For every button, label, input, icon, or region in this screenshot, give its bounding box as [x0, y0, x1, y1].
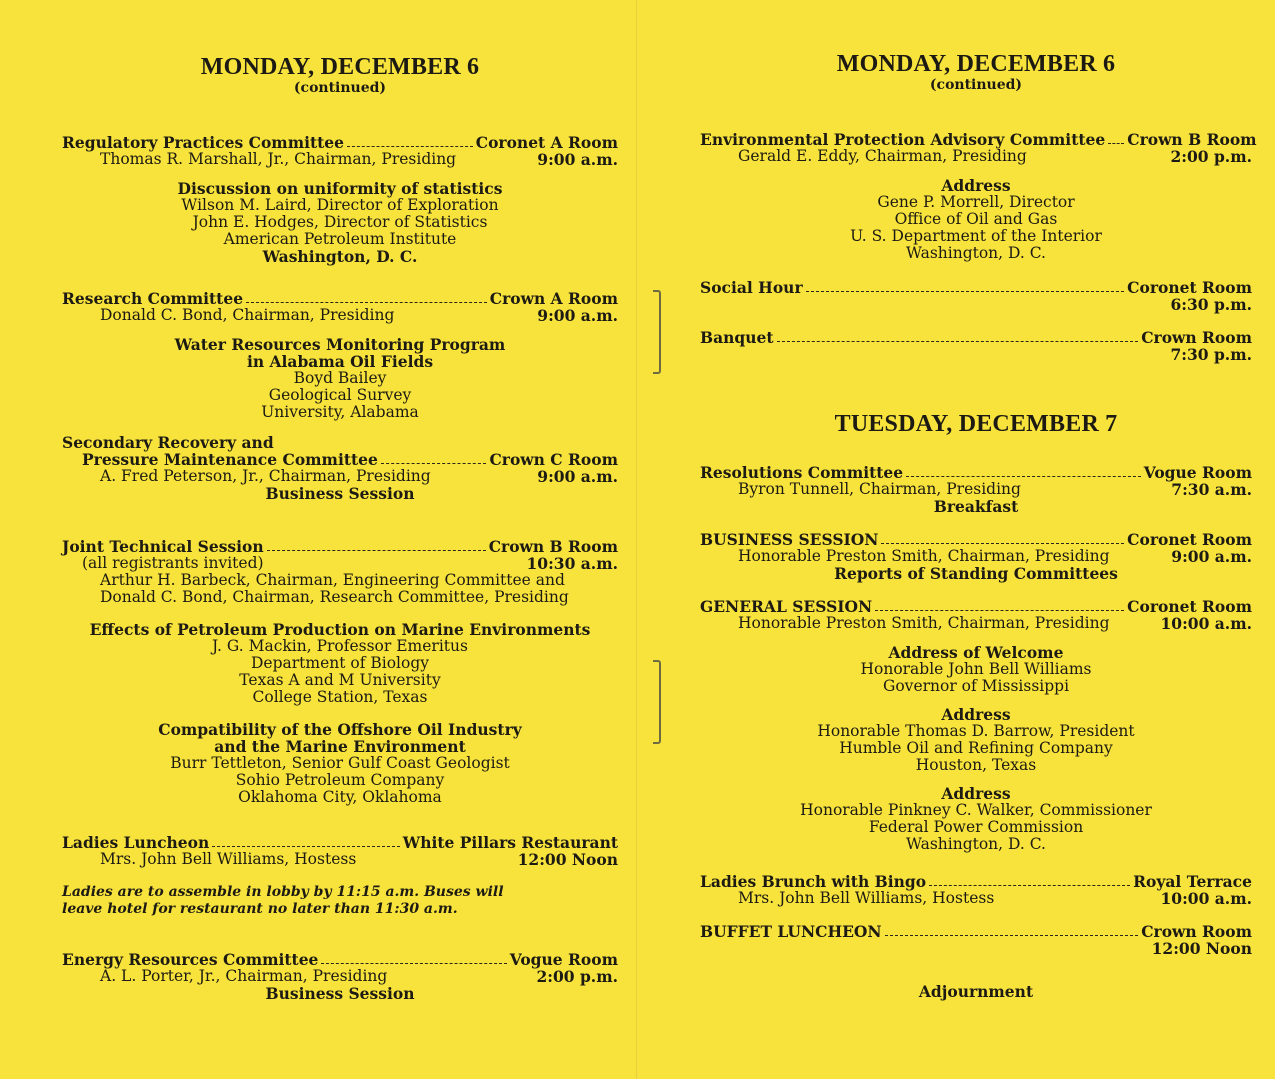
- session-time: 9:00 a.m.: [537, 306, 618, 325]
- energy-resources-block: [62, 951, 618, 1002]
- speaker-line: Governor of Mississippi: [882, 677, 1070, 695]
- session-room: Vogue Room: [1143, 463, 1252, 482]
- session-title: Banquet: [700, 328, 774, 347]
- session-time: 12:00 Noon: [517, 850, 618, 869]
- session-time: 7:30 a.m.: [1171, 480, 1252, 499]
- ladies-luncheon-block: [62, 834, 618, 918]
- page-title: MONDAY, DECEMBER 6: [836, 51, 1116, 77]
- talk-title: Water Resources Monitoring Program: [174, 335, 506, 354]
- session-room: Coronet Room: [1127, 597, 1252, 616]
- speaker-line: Washington, D. C.: [906, 244, 1046, 262]
- address-title: Address: [941, 784, 1011, 803]
- session-title: Social Hour: [700, 278, 803, 297]
- business-session-block: [700, 531, 1252, 582]
- speaker-line: Department of Biology: [250, 654, 430, 672]
- session-chair: Donald C. Bond, Chairman, Research Committee, Presiding: [100, 588, 569, 606]
- speaker-line: Boyd Bailey: [293, 369, 387, 387]
- session-note: Business Session: [265, 484, 415, 503]
- session-chair: Honorable Preston Smith, Chairman, Presiding: [738, 614, 1110, 632]
- session-title: Environmental Protection Advisory Committee: [700, 130, 1106, 149]
- session-time: 6:30 p.m.: [1170, 295, 1252, 314]
- session-chair: Donald C. Bond, Chairman, Presiding: [100, 306, 395, 324]
- session-chair: Gerald E. Eddy, Chairman, Presiding: [738, 147, 1027, 165]
- speaker-line: U. S. Department of the Interior: [850, 227, 1102, 245]
- session-subtitle: (all registrants invited): [82, 554, 264, 572]
- talk-title-line2: and the Marine Environment: [214, 737, 466, 756]
- luncheon-note: Ladies are to assemble in lobby by 11:15 a.m. Buses will: [62, 884, 504, 900]
- session-time: 10:00 a.m.: [1160, 614, 1252, 633]
- session-title: Secondary Recovery and: [62, 433, 274, 452]
- speaker-line: Honorable John Bell Williams: [860, 660, 1092, 678]
- session-title: BUFFET LUNCHEON: [700, 922, 882, 941]
- speaker-line: Geological Survey: [268, 386, 412, 404]
- speaker-line: Texas A and M University: [239, 671, 441, 689]
- session-note: Reports of Standing Committees: [834, 564, 1118, 583]
- session-room: Coronet Room: [1127, 278, 1252, 297]
- session-room: Crown B Room: [1127, 130, 1257, 149]
- session-title: Resolutions Committee: [700, 463, 904, 482]
- speaker-line: John E. Hodges, Director of Statistics: [192, 213, 488, 231]
- speaker-line: Washington, D. C.: [906, 835, 1046, 853]
- session-room: Crown Room: [1141, 328, 1252, 347]
- session-room: Coronet Room: [1127, 530, 1252, 549]
- session-chair: A. Fred Peterson, Jr., Chairman, Presiding: [100, 467, 431, 485]
- session-chair: A. L. Porter, Jr., Chairman, Presiding: [100, 967, 388, 985]
- session-room: Crown B Room: [488, 537, 618, 556]
- session-room: Coronet A Room: [475, 133, 618, 152]
- speaker-line: Sohio Petroleum Company: [235, 771, 445, 789]
- session-room: Vogue Room: [509, 950, 618, 969]
- continued-label: (continued): [929, 77, 1023, 93]
- session-title: Energy Resources Committee: [62, 950, 319, 969]
- speaker-line: Gene P. Morrell, Director: [877, 193, 1075, 211]
- right-page: [700, 0, 1257, 1079]
- session-time: 2:00 p.m.: [1170, 147, 1252, 166]
- session-room: Crown A Room: [489, 289, 618, 308]
- session-title: BUSINESS SESSION: [700, 530, 879, 549]
- session-chair: Arthur H. Barbeck, Chairman, Engineering Committee and: [100, 571, 565, 589]
- session-title: Joint Technical Session: [62, 537, 264, 556]
- talk-title: Compatibility of the Offshore Oil Industry: [158, 720, 522, 739]
- session-note: Breakfast: [933, 497, 1019, 516]
- social-hour-block: [700, 279, 1252, 313]
- session-chair: Thomas R. Marshall, Jr., Chairman, Presiding: [100, 150, 457, 168]
- secondary-recovery-block: [62, 434, 618, 502]
- session-title-line2: Pressure Maintenance Committee: [82, 450, 378, 469]
- luncheon-note: leave hotel for restaurant no later than 11:30 a.m.: [62, 901, 458, 917]
- address-title: Address: [941, 705, 1011, 724]
- session-time: 9:00 a.m.: [537, 467, 618, 486]
- talk-title-line2: in Alabama Oil Fields: [246, 352, 434, 371]
- left-page: [62, 0, 618, 1079]
- banquet-block: [700, 329, 1252, 363]
- staple-top: [653, 290, 661, 374]
- session-title: Ladies Luncheon: [62, 833, 210, 852]
- address-title: Address of Welcome: [888, 643, 1064, 662]
- resolutions-committee-block: [700, 464, 1252, 515]
- adjournment: Adjournment: [918, 982, 1034, 1001]
- general-session-block: [700, 598, 1252, 853]
- buffet-luncheon-block: [700, 923, 1252, 957]
- session-room: Royal Terrace: [1133, 872, 1252, 891]
- session-host: Mrs. John Bell Williams, Hostess: [738, 889, 995, 907]
- environmental-protection-block: [700, 130, 1257, 262]
- session-time: 9:00 a.m.: [1171, 547, 1252, 566]
- speaker-line: Washington, D. C.: [262, 247, 418, 266]
- page-title: MONDAY, DECEMBER 6: [200, 54, 480, 80]
- session-title: GENERAL SESSION: [700, 597, 873, 616]
- research-committee-block: [62, 290, 618, 421]
- speaker-line: Honorable Pinkney C. Walker, Commissioner: [800, 801, 1152, 819]
- speaker-line: Houston, Texas: [915, 756, 1037, 774]
- session-host: Mrs. John Bell Williams, Hostess: [100, 850, 357, 868]
- speaker-line: American Petroleum Institute: [223, 230, 457, 248]
- session-chair: Byron Tunnell, Chairman, Presiding: [738, 480, 1021, 498]
- session-room: Crown C Room: [489, 450, 618, 469]
- session-time: 10:00 a.m.: [1160, 889, 1252, 908]
- speaker-line: Humble Oil and Refining Company: [839, 739, 1113, 757]
- session-time: 7:30 p.m.: [1170, 345, 1252, 364]
- speaker-line: Office of Oil and Gas: [894, 210, 1058, 228]
- speaker-line: Oklahoma City, Oklahoma: [238, 788, 442, 806]
- ladies-brunch-block: [700, 873, 1252, 907]
- session-note: Business Session: [265, 984, 415, 1003]
- joint-technical-block: [62, 538, 618, 806]
- regulatory-practices-block: [62, 134, 618, 265]
- session-room: Crown Room: [1141, 922, 1252, 941]
- talk-title: Effects of Petroleum Production on Marine Environments: [89, 620, 591, 639]
- continued-label: (continued): [293, 80, 387, 96]
- session-time: 10:30 a.m.: [526, 554, 618, 573]
- session-title: Ladies Brunch with Bingo: [700, 872, 927, 891]
- session-time: 12:00 Noon: [1151, 939, 1252, 958]
- session-title: Research Committee: [62, 289, 244, 308]
- speaker-line: University, Alabama: [261, 403, 419, 421]
- speaker-line: Federal Power Commission: [868, 818, 1084, 836]
- speaker-line: Honorable Thomas D. Barrow, President: [817, 722, 1135, 740]
- speaker-line: J. G. Mackin, Professor Emeritus: [212, 637, 468, 655]
- session-title: Regulatory Practices Committee: [62, 133, 345, 152]
- session-room: White Pillars Restaurant: [402, 833, 618, 852]
- speaker-line: Wilson M. Laird, Director of Exploration: [181, 196, 499, 214]
- session-time: 2:00 p.m.: [536, 967, 618, 986]
- center-fold: [636, 0, 638, 1079]
- talk-title: Discussion on uniformity of statistics: [177, 179, 503, 198]
- staple-bottom: [653, 660, 661, 744]
- talk-title: Address: [941, 176, 1011, 195]
- speaker-line: College Station, Texas: [252, 688, 428, 706]
- session-time: 9:00 a.m.: [537, 150, 618, 169]
- speaker-line: Burr Tettleton, Senior Gulf Coast Geologist: [170, 754, 510, 772]
- tuesday-title: TUESDAY, DECEMBER 7: [834, 411, 1118, 437]
- session-chair: Honorable Preston Smith, Chairman, Presiding: [738, 547, 1110, 565]
